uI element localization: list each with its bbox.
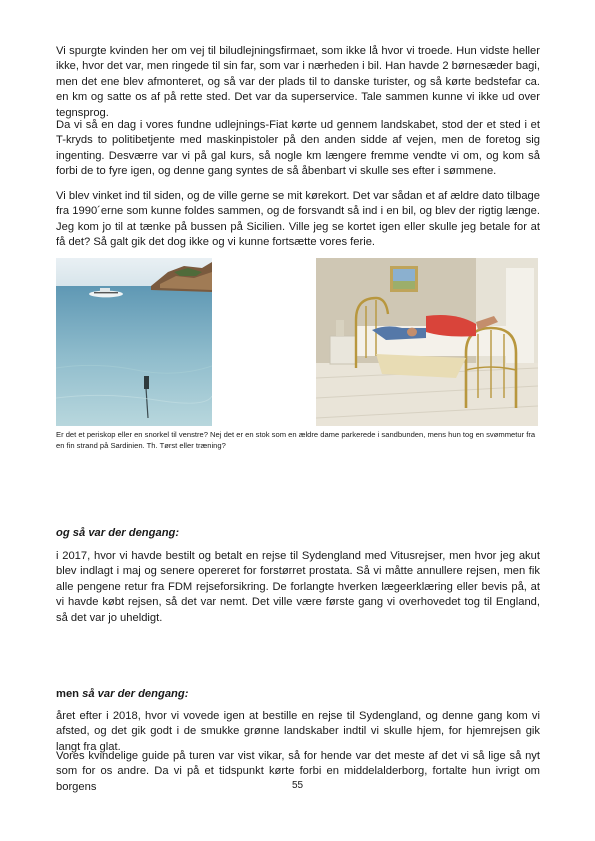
paragraph-5: året efter i 2018, hvor vi vovede igen at bestille en rejse til Sydengland, og denne gang kom vi afsted, og det gik godt i de smukke grønne landskaber indtil vi skulle hjem, for hjemrejsen gik langt fra glat. (56, 710, 540, 753)
page-number: 55 (291, 780, 304, 791)
heading-1-text: og så var der dengang: (56, 527, 180, 539)
man-lying-on-bed-photo (316, 258, 538, 426)
paragraph-2: Da vi så en dag i vores fundne udlejnings-Fiat kørte ud gennem landskabet, stod der et sted i et T-kryds to politibetjente med maskinpistoler på den anden sidde af vejen, men de foretog sig ingenting. Desværre var vi på gal kurs, så nogle km længere fremme vendte vi om, og kom så forbi de to fyre igen, og denne gang syntes de så åbenbart vi skulle ses efter i sømmene. (56, 119, 540, 178)
paragraph-3: Vi blev vinket ind til siden, og de ville gerne se mit kørekort. Det var sådan et af ældre dato tilbage fra 1990´erne som kunne foldes sammen, og de forsvandt så ind i en bil, og blev der rigtig længe. Jeg kom jo til at tænke på bussen på Sicilien. Ville jeg se kortet igen eller skulle jeg betale for at få det? Så galt gik det dog ikke og vi kunne fortsætte vores ferie. (56, 190, 540, 249)
section-heading-1 (56, 527, 179, 539)
paragraph-4: i 2017, hvor vi havde bestilt og betalt en rejse til Sydengland med Vitusrejser, men hvor jeg akut blev indlagt i maj og senere opereret for forstørret prostata. Så vi måtte annullere rejsen, men fik alle pengene retur fra FDM rejseforsikring. De forlangte hverken lægeerklæring eller bevis på, at vi havde købt rejsen, så det var nemt. Det ville være første gang vi overhovedet tog til England, så det var jo uheldigt. (56, 550, 540, 624)
sea-with-boat-photo (56, 258, 212, 426)
heading-2-prefix: men (56, 688, 83, 700)
paragraph-6: Vores kvindelige guide på turen var vist vikar, så for hende var det meste af det vi så lige så nyt som for os andre. Da vi på et tidspunkt kørte forbi en middelalderborg, fortalte hun ivrigt om borgens (56, 750, 540, 793)
section-heading-2 (56, 688, 188, 700)
photo-caption: Er det et periskop eller en snorkel til venstre? Nej det er en stok som en ældre dame parkerede i sandbunden, mens hun tog en svømmetur fra en fin strand på Sardinien. Th. Tørst eller træning? (56, 430, 536, 450)
heading-2-text: så var der dengang: (82, 688, 189, 700)
paragraph-1: Vi spurgte kvinden her om vej til biludlejningsfirmaet, som ikke lå hvor vi troede. Hun vidste heller ikke, hvor det var, men ringede til sin far, som var i nærheden i bil. Han havde 2 børnesæder bagi, men det ene blev afmonteret, og så var der plads til to danske turister, og så kørte bedstefar ca. en km og satte os af på rette sted. Det var da superservice. Tale sammen kunne vi ikke ud over tegnsprog. (56, 45, 540, 119)
